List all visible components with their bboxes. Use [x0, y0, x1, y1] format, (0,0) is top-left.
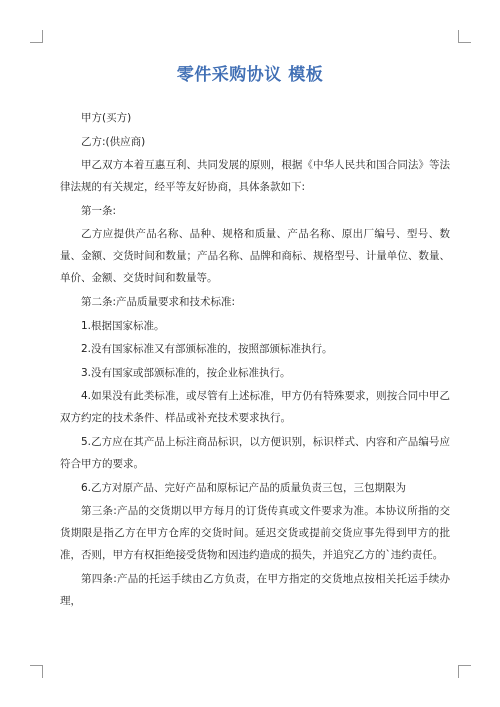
- preamble-paragraph: 甲乙双方本着互惠互利、共同发展的原则，根据《中华人民共和国合同法》等法律法规的有关规定，经平等友好协商，具体条款如下:: [60, 159, 450, 194]
- article-2-item-3: 3.没有国家或部颁标准的，按企业标准执行。: [81, 366, 291, 379]
- document-title: 零件采购协议 模板: [176, 65, 324, 85]
- article-3-paragraph: 第三条:产品的交货期以甲方每月的订货传真或文件要求为准。本协议所指的交货期限是指乙方在甲方仓库的交货时间。延迟交货或提前交货应事先得到甲方的批准，否则，甲方有权拒绝接受货物和因违约造成的损失，并追究乙方的`违约责任。: [60, 505, 450, 562]
- document-body: [60, 107, 450, 613]
- article-2-item-6: 6.乙方对原产品、完好产品和原标记产品的质量负责三包，三包期限为: [81, 481, 407, 494]
- article-2-item-5: 5.乙方应在其产品上标注商品标识，以方便识别，标识样式、内容和产品编号应符合甲方的要求。: [60, 435, 450, 470]
- article-2-item-4: 4.如果没有此类标准，或尽管有上述标准，甲方仍有特殊要求，则按合同中甲乙双方约定的技术条件、样品或补充技术要求执行。: [60, 390, 450, 425]
- crop-mark-bottom-right: [458, 665, 471, 678]
- article-2-heading: 第二条:产品质量要求和技术标准:: [81, 295, 236, 308]
- article-4-paragraph: 第四条:产品的托运手续由乙方负责，在甲方指定的交货地点按相关托运手续办理，: [60, 572, 450, 607]
- article-1-paragraph: 乙方应提供产品名称、品种、规格和质量、产品名称、原出厂编号、型号、数量、金额、交货时间和数量；产品名称、品牌和商标、规格型号、计量单位、数量、单价、金额、交货时间和数量等。: [60, 228, 450, 285]
- party-a-line: 甲方(买方): [81, 112, 132, 124]
- article-2-item-2: 2.没有国家标准又有部颁标准的，按照部颁标准执行。: [81, 343, 333, 356]
- crop-mark-top-left: [30, 30, 43, 43]
- crop-mark-bottom-left: [30, 665, 43, 678]
- crop-mark-top-right: [458, 30, 471, 43]
- party-b-line: 乙方:(供应商): [81, 135, 146, 148]
- article-2-item-1: 1.根据国家标准。: [81, 319, 165, 332]
- article-1-heading: 第一条:: [81, 204, 117, 217]
